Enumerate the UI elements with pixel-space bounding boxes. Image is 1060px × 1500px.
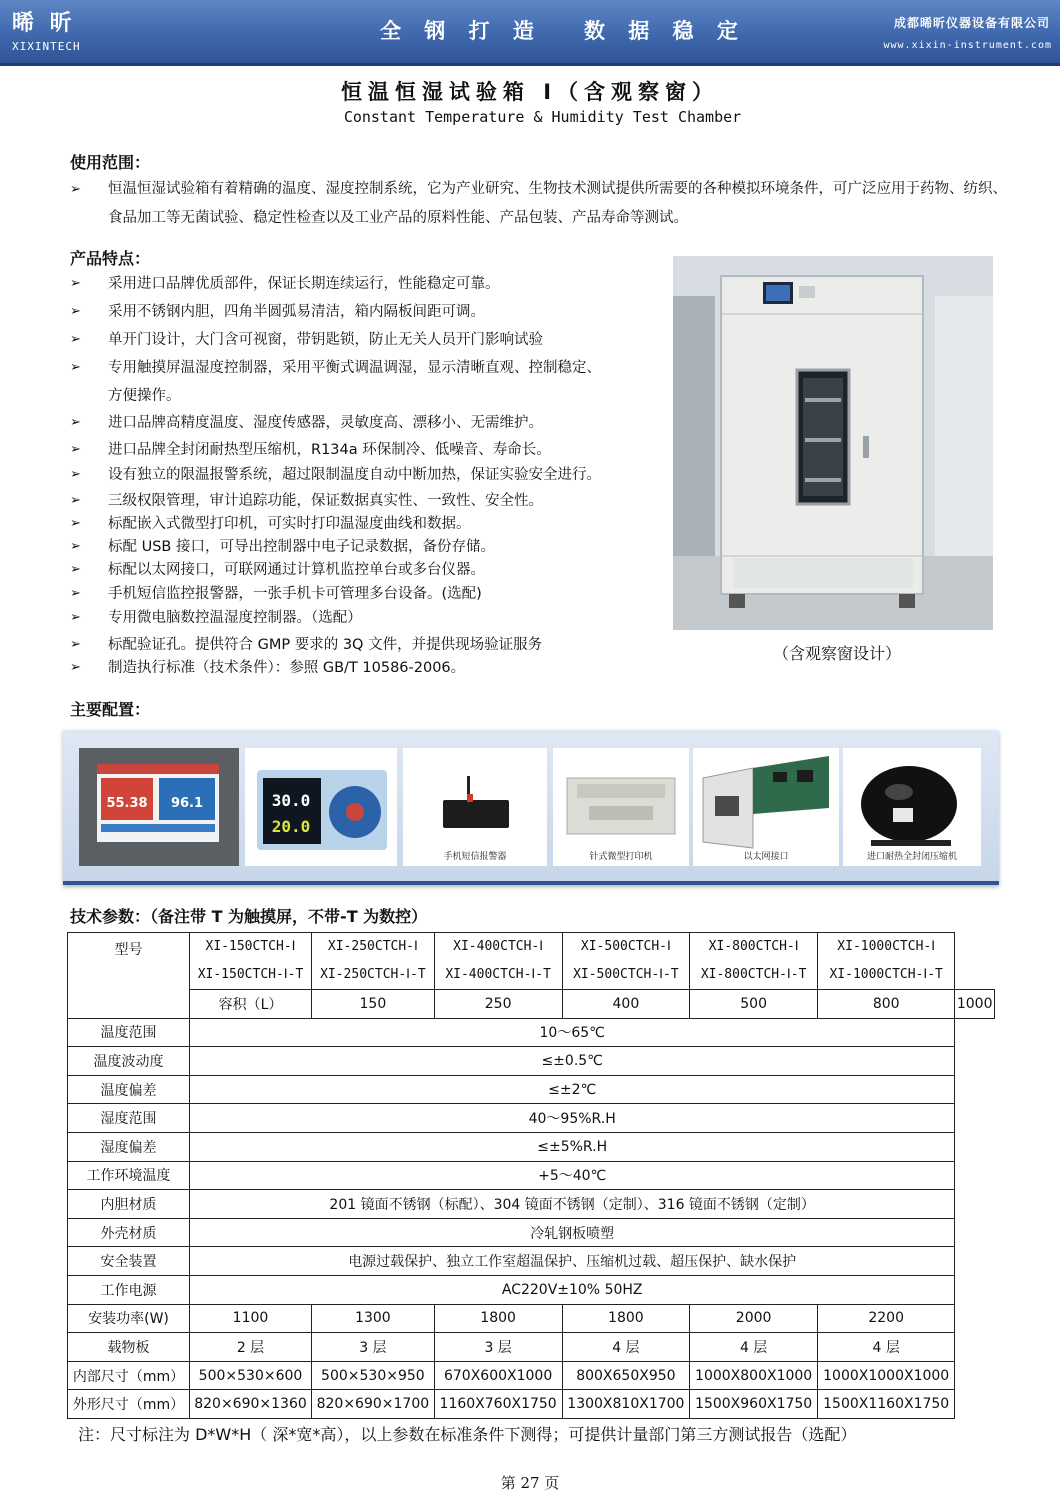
table-cell: ≤±2℃ bbox=[190, 1075, 955, 1104]
header-banner bbox=[0, 0, 1060, 66]
config-touchscreen bbox=[79, 748, 239, 866]
config-digital-controller bbox=[245, 748, 397, 866]
slogan-1: 全 钢 打 造 bbox=[380, 19, 542, 43]
bullet-arrow-icon: ➢ bbox=[70, 332, 81, 347]
bullet-arrow-icon: ➢ bbox=[70, 516, 81, 531]
table-cell: 1160X760X1750 bbox=[434, 1390, 562, 1419]
features-heading: 产品特点： bbox=[70, 249, 151, 268]
config-printer bbox=[553, 748, 689, 866]
slogan-2: 数 据 稳 定 bbox=[583, 19, 746, 43]
row-label: 工作电源 bbox=[68, 1275, 190, 1304]
bullet-arrow-icon: ➢ bbox=[70, 660, 81, 675]
model-cell: XI-250CTCH-Ⅰ XI-250CTCH-Ⅰ-T bbox=[312, 933, 435, 990]
table-cell: 2200 bbox=[818, 1304, 955, 1333]
config-label: 进口耐热全封闭压缩机 bbox=[866, 852, 957, 862]
table-cell: 2 层 bbox=[190, 1333, 312, 1362]
spec-table bbox=[67, 932, 995, 1419]
table-row bbox=[68, 1333, 995, 1362]
table-row bbox=[68, 1218, 995, 1247]
table-cell: 250 bbox=[434, 990, 562, 1019]
row-label: 温度波动度 bbox=[68, 1047, 190, 1076]
row-label: 载物板 bbox=[68, 1333, 190, 1362]
table-cell: 1500X960X1750 bbox=[690, 1390, 818, 1419]
bullet-arrow-icon: ➢ bbox=[70, 360, 81, 375]
page-number: 第 27 页 bbox=[500, 1474, 560, 1492]
table-row bbox=[68, 1104, 995, 1133]
table-cell: 2000 bbox=[690, 1304, 818, 1333]
table-cell: 150 bbox=[312, 990, 435, 1019]
bullet-arrow-icon: ➢ bbox=[70, 562, 81, 577]
chamber-photo bbox=[673, 256, 993, 630]
table-row bbox=[68, 1275, 995, 1304]
row-label: 容积（L） bbox=[190, 990, 312, 1019]
bullet-arrow-icon: ➢ bbox=[70, 276, 81, 291]
table-cell: 820×690×1700 bbox=[312, 1390, 435, 1419]
table-row bbox=[68, 1161, 995, 1190]
row-label: 内胆材质 bbox=[68, 1190, 190, 1219]
usage-paragraph bbox=[70, 175, 1010, 233]
bullet-arrow-icon: ➢ bbox=[70, 442, 81, 457]
table-cell: 820×690×1360 bbox=[190, 1390, 312, 1419]
screen-humid-value: 96.1 bbox=[170, 796, 204, 811]
table-cell: 3 层 bbox=[434, 1333, 562, 1362]
row-label-model: 型号 bbox=[68, 933, 190, 1019]
table-cell: 500×530×950 bbox=[312, 1361, 435, 1390]
table-cell: 电源过载保护、独立工作室超温保护、压缩机过载、超压保护、缺水保护 bbox=[190, 1247, 955, 1276]
table-cell: ≤±5%R.H bbox=[190, 1132, 955, 1161]
table-row bbox=[68, 1047, 995, 1076]
bullet-arrow-icon: ➢ bbox=[70, 415, 81, 430]
company-name: 成都晞昕仪器设备有限公司 bbox=[893, 16, 1050, 30]
table-cell: 1500X1160X1750 bbox=[818, 1390, 955, 1419]
table-row bbox=[68, 933, 995, 990]
row-label: 湿度偏差 bbox=[68, 1132, 190, 1161]
table-cell: 670X600X1000 bbox=[434, 1361, 562, 1390]
bullet-arrow-icon: ➢ bbox=[70, 586, 81, 601]
usage-text: 恒温恒湿试验箱有着精确的温度、湿度控制系统，它为产业研究、生物技术测试提供所需要的各种模拟环境条件，可广泛应用于药物、纺织、食品加工等无菌试验、稳定性检查以及工业产品的原料性能、产品包装、产品寿命等测试。 bbox=[108, 181, 1007, 226]
table-row bbox=[68, 990, 995, 1019]
controller-temp-value: 30.0 bbox=[271, 791, 311, 810]
digital-controller-icon bbox=[245, 748, 397, 866]
usage-heading: 使用范围： bbox=[70, 153, 151, 172]
bullet-arrow-icon: ➢ bbox=[70, 610, 81, 625]
table-row bbox=[68, 1304, 995, 1333]
touchscreen-icon bbox=[79, 748, 239, 866]
table-cell: 1300X810X1700 bbox=[562, 1390, 690, 1419]
row-label: 工作环境温度 bbox=[68, 1161, 190, 1190]
bullet-arrow-icon: ➢ bbox=[70, 304, 81, 319]
brand-logo-en: XIXINTECH bbox=[12, 40, 81, 53]
bullet-arrow-icon: ➢ bbox=[70, 182, 81, 197]
table-cell: 4 层 bbox=[818, 1333, 955, 1362]
row-label: 外壳材质 bbox=[68, 1218, 190, 1247]
table-row bbox=[68, 1247, 995, 1276]
table-cell: 800 bbox=[818, 990, 955, 1019]
photo-caption: （含观察窗设计） bbox=[773, 644, 902, 663]
table-row bbox=[68, 1190, 995, 1219]
table-cell: 201 镜面不锈钢（标配）、304 镜面不锈钢（定制）、316 镜面不锈钢（定制） bbox=[190, 1190, 955, 1219]
table-row bbox=[68, 1075, 995, 1104]
slogan bbox=[380, 15, 788, 45]
test-chamber-illustration bbox=[673, 256, 993, 630]
config-label: 手机短信报警器 bbox=[443, 852, 507, 862]
model-cell: XI-500CTCH-Ⅰ XI-500CTCH-Ⅰ-T bbox=[562, 933, 690, 990]
model-cell: XI-1000CTCH-Ⅰ XI-1000CTCH-Ⅰ-T bbox=[818, 933, 955, 990]
row-label: 安全装置 bbox=[68, 1247, 190, 1276]
table-cell: 3 层 bbox=[312, 1333, 435, 1362]
page-title: 恒温恒湿试验箱 Ⅰ（含观察窗） bbox=[340, 80, 720, 104]
table-cell: 400 bbox=[562, 990, 690, 1019]
table-cell: 10～65℃ bbox=[190, 1018, 955, 1047]
table-cell: 500×530×600 bbox=[190, 1361, 312, 1390]
model-cell: XI-400CTCH-Ⅰ XI-400CTCH-Ⅰ-T bbox=[434, 933, 562, 990]
table-cell: ≤±0.5℃ bbox=[190, 1047, 955, 1076]
row-label: 外形尺寸（mm） bbox=[68, 1390, 190, 1419]
model-cell: XI-800CTCH-Ⅰ XI-800CTCH-Ⅰ-T bbox=[690, 933, 818, 990]
table-row bbox=[68, 1018, 995, 1047]
table-cell: 1800 bbox=[434, 1304, 562, 1333]
config-heading: 主要配置： bbox=[70, 700, 151, 719]
table-cell: 800X650X950 bbox=[562, 1361, 690, 1390]
row-label: 内部尺寸（mm） bbox=[68, 1361, 190, 1390]
table-cell: 4 层 bbox=[690, 1333, 818, 1362]
table-cell: 4 层 bbox=[562, 1333, 690, 1362]
page-subtitle: Constant Temperature & Humidity Test Chamber bbox=[343, 108, 742, 126]
table-row bbox=[68, 1132, 995, 1161]
config-compressor bbox=[843, 748, 981, 866]
row-label: 温度偏差 bbox=[68, 1075, 190, 1104]
config-sms-alarm bbox=[403, 748, 547, 866]
table-cell: AC220V±10% 50HZ bbox=[190, 1275, 955, 1304]
bullet-arrow-icon: ➢ bbox=[70, 539, 81, 554]
table-row bbox=[68, 1361, 995, 1390]
bullet-arrow-icon: ➢ bbox=[70, 637, 81, 652]
table-cell: 40～95%R.H bbox=[190, 1104, 955, 1133]
company-website: www.xixin-instrument.com bbox=[883, 40, 1052, 51]
brand-logo-cn: 晞 昕 bbox=[12, 11, 76, 36]
config-strip bbox=[63, 730, 999, 885]
row-label: 温度范围 bbox=[68, 1018, 190, 1047]
table-cell: 冷轧钢板喷塑 bbox=[190, 1218, 955, 1247]
config-label: 针式微型打印机 bbox=[589, 852, 653, 862]
table-cell: 1300 bbox=[312, 1304, 435, 1333]
table-cell: +5～40℃ bbox=[190, 1161, 955, 1190]
table-cell: 1800 bbox=[562, 1304, 690, 1333]
controller-humid-value: 20.0 bbox=[271, 817, 311, 836]
row-label: 湿度范围 bbox=[68, 1104, 190, 1133]
config-ethernet bbox=[693, 748, 839, 866]
table-cell: 1000X1000X1000 bbox=[818, 1361, 955, 1390]
table-cell: 1000 bbox=[955, 990, 995, 1019]
table-row bbox=[68, 1390, 995, 1419]
bullet-arrow-icon: ➢ bbox=[70, 493, 81, 508]
model-cell: XI-150CTCH-Ⅰ XI-150CTCH-Ⅰ-T bbox=[190, 933, 312, 990]
screen-temp-value: 55.38 bbox=[106, 796, 148, 811]
row-label: 安装功率(W) bbox=[68, 1304, 190, 1333]
table-cell: 1000X800X1000 bbox=[690, 1361, 818, 1390]
config-label: 以太网接口 bbox=[743, 852, 789, 862]
footnote: 注：尺寸标注为 D*W*H（ 深*宽*高），以上参数在标准条件下测得；可提供计量部门第三方测试报告（选配） bbox=[78, 1425, 857, 1444]
specs-heading: 技术参数：（备注带 T 为触摸屏，不带-T 为数控） bbox=[70, 907, 428, 926]
bullet-arrow-icon: ➢ bbox=[70, 467, 81, 482]
table-cell: 1100 bbox=[190, 1304, 312, 1333]
table-cell: 500 bbox=[690, 990, 818, 1019]
